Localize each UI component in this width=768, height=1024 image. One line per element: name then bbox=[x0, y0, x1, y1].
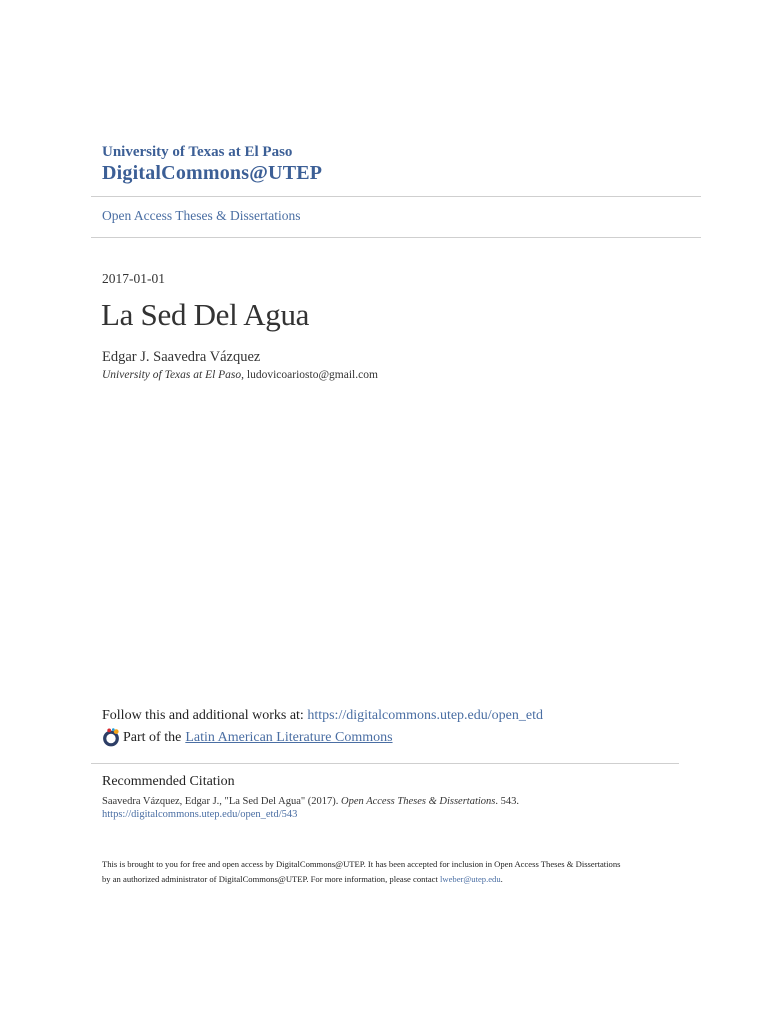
citation-prefix: Saavedra Vázquez, Edgar J., "La Sed Del Agua" (2017). bbox=[102, 796, 342, 807]
citation-suffix: . 543. bbox=[495, 796, 520, 807]
divider bbox=[91, 237, 701, 238]
document-title: La Sed Del Agua bbox=[101, 297, 310, 332]
author-name: Edgar J. Saavedra Vázquez bbox=[102, 349, 261, 365]
citation-url-link[interactable]: https://digitalcommons.utep.edu/open_etd/543 bbox=[102, 809, 298, 820]
contact-email-link[interactable]: lweber@utep.edu bbox=[439, 874, 501, 884]
author-affiliation bbox=[102, 369, 378, 381]
part-of-label: Part of the bbox=[123, 729, 182, 745]
follow-label: Follow this and additional works at: bbox=[102, 708, 308, 723]
follow-url-link[interactable]: https://digitalcommons.utep.edu/open_etd bbox=[307, 708, 543, 723]
footer-notice bbox=[102, 857, 692, 887]
follow-line bbox=[102, 708, 543, 724]
footer-line-2-prefix: by an authorized administrator of DigitalCommons@UTEP. For more information, please contact bbox=[102, 874, 440, 884]
citation-text bbox=[102, 796, 519, 807]
affiliation-institution: University of Texas at El Paso bbox=[102, 369, 242, 381]
citation-series: Open Access Theses & Dissertations bbox=[341, 796, 496, 807]
affiliation-email: , ludovicoariosto@gmail.com bbox=[241, 369, 378, 381]
citation-heading: Recommended Citation bbox=[102, 774, 235, 789]
footer-line-1: This is brought to you for free and open access by DigitalCommons@UTEP. It has been accepted for inclusion in Open Access Theses & Dissertations bbox=[102, 859, 621, 869]
institution-name[interactable]: University of Texas at El Paso bbox=[102, 144, 293, 160]
publication-date: 2017-01-01 bbox=[102, 271, 165, 286]
collection-link[interactable]: Open Access Theses & Dissertations bbox=[102, 208, 301, 223]
divider bbox=[91, 196, 701, 197]
bepress-network-icon bbox=[102, 728, 121, 747]
discipline-link[interactable]: Latin American Literature Commons bbox=[185, 729, 393, 745]
divider bbox=[91, 763, 679, 764]
footer-line-2 bbox=[102, 872, 692, 887]
part-of-line bbox=[102, 728, 393, 747]
footer-line-2-suffix: . bbox=[500, 874, 503, 884]
repository-name[interactable]: DigitalCommons@UTEP bbox=[102, 162, 323, 184]
